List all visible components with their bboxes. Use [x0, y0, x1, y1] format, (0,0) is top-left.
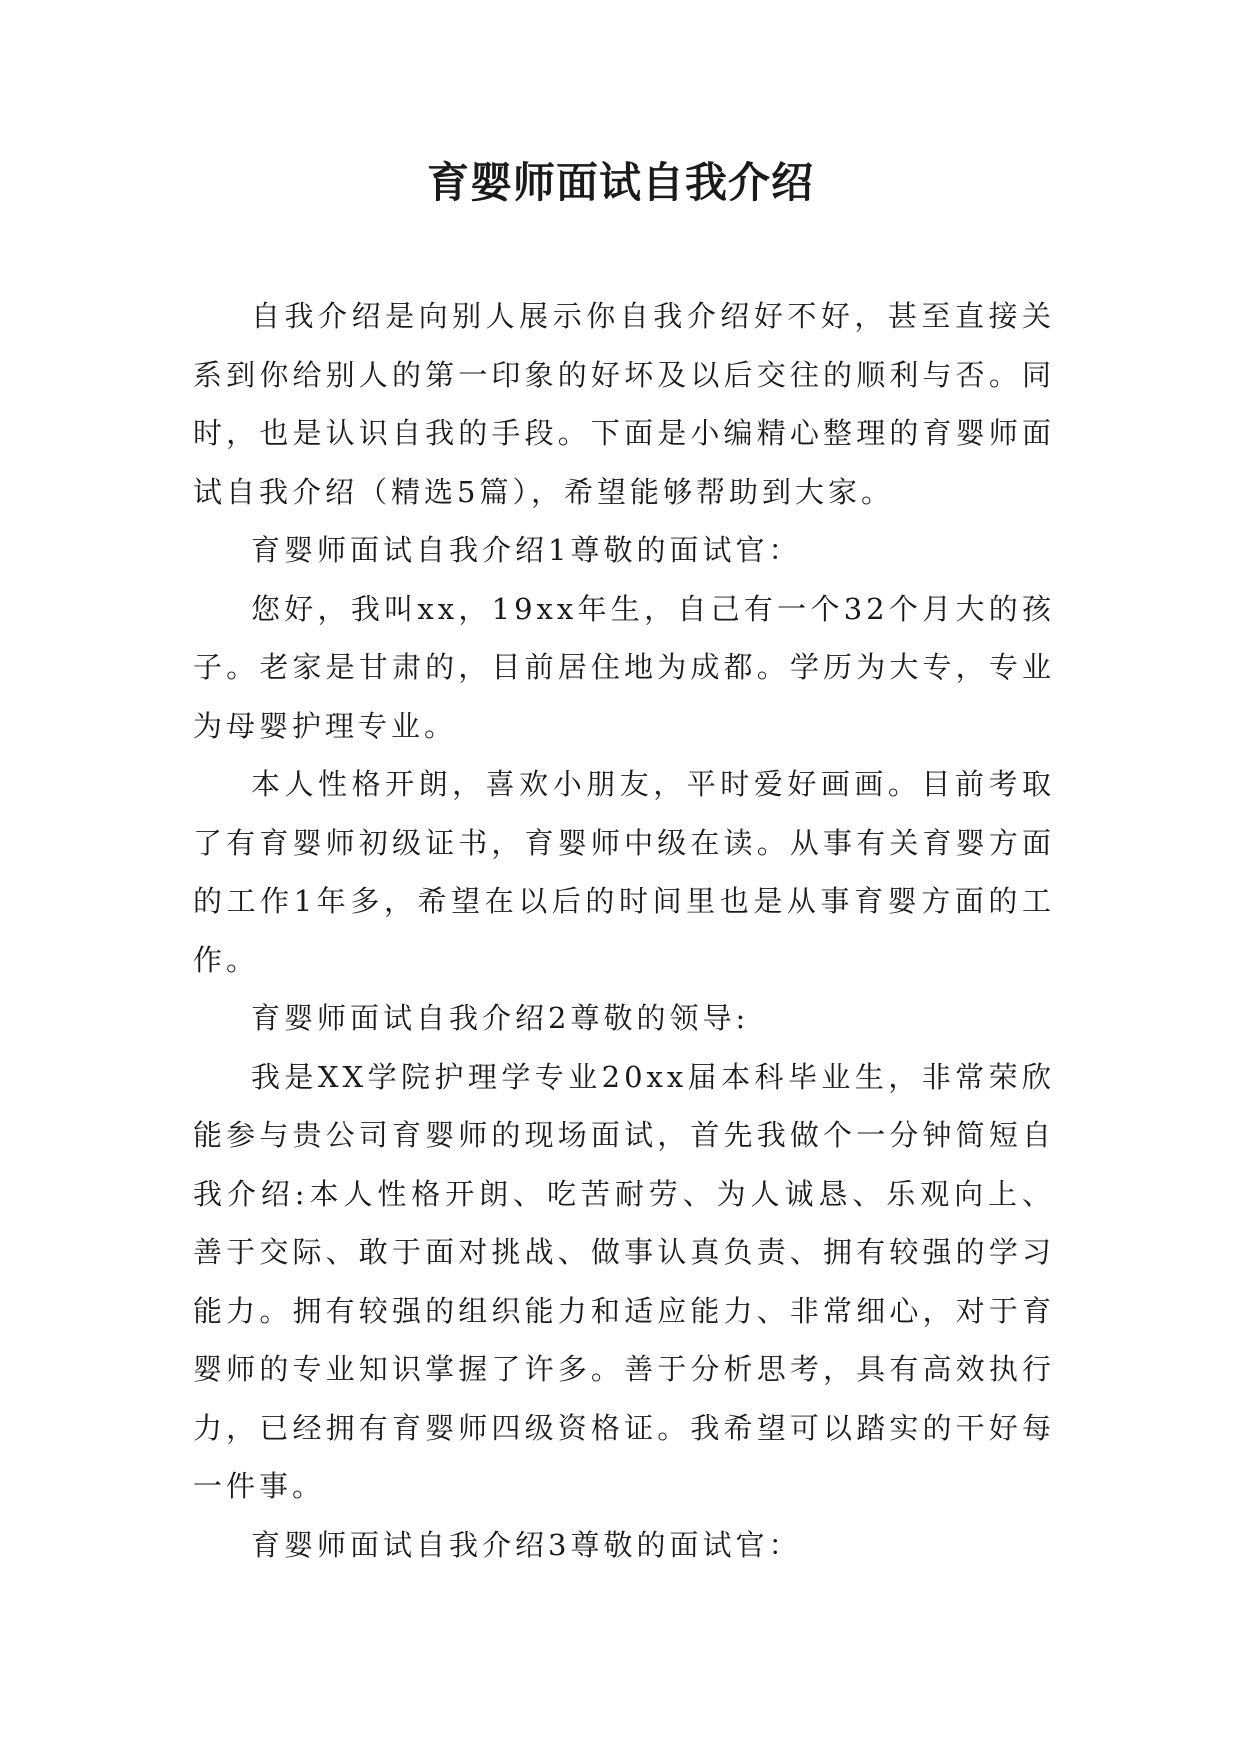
paragraph-1-body-b: 本人性格开朗，喜欢小朋友，平时爱好画画。目前考取了有育婴师初级证书，育婴师中级在读。从事有关育婴方面的工作1年多，希望在以后的时间里也是从事育婴方面的工作。 — [193, 767, 1055, 977]
paragraph-2-body: 我是XX学院护理学专业20xx届本科毕业生，非常荣欣能参与贵公司育婴师的现场面试，首先我做个一分钟简短自我介绍:本人性格开朗、吃苦耐劳、为人诚恳、乐观向上、善于交际、敢于面对挑战、做事认真负责、拥有较强的学习能力。拥有较强的组织能力和适应能力、非常细心，对于育婴师的专业知识掌握了许多。善于分析思考，具有高效执行力，已经拥有育婴师四级资格证。我希望可以踏实的干好每一件事。 — [193, 1059, 1055, 1503]
paragraph-1-body-a: 您好，我叫xx，19xx年生，自己有一个32个月大的孩子。老家是甘肃的，目前居住地为成都。学历为大专，专业为母婴护理专业。 — [193, 591, 1055, 743]
paragraph-heading-2: 育婴师面试自我介绍2尊敬的领导: — [251, 1001, 750, 1035]
document-body — [193, 287, 1055, 1574]
paragraph-heading-3: 育婴师面试自我介绍3尊敬的面试官： — [251, 1527, 802, 1562]
paragraph-intro: 自我介绍是向别人展示你自我介绍好不好，甚至直接关系到你给别人的第一印象的好坏及以后交往的顺利与否。同时，也是认识自我的手段。下面是小编精心整理的育婴师面试自我介绍（精选5篇），希望能够帮助到大家。 — [193, 299, 1055, 509]
document-title: 育婴师面试自我介绍 — [426, 158, 814, 207]
paragraph-heading-1: 育婴师面试自我介绍1尊敬的面试官： — [251, 533, 802, 567]
